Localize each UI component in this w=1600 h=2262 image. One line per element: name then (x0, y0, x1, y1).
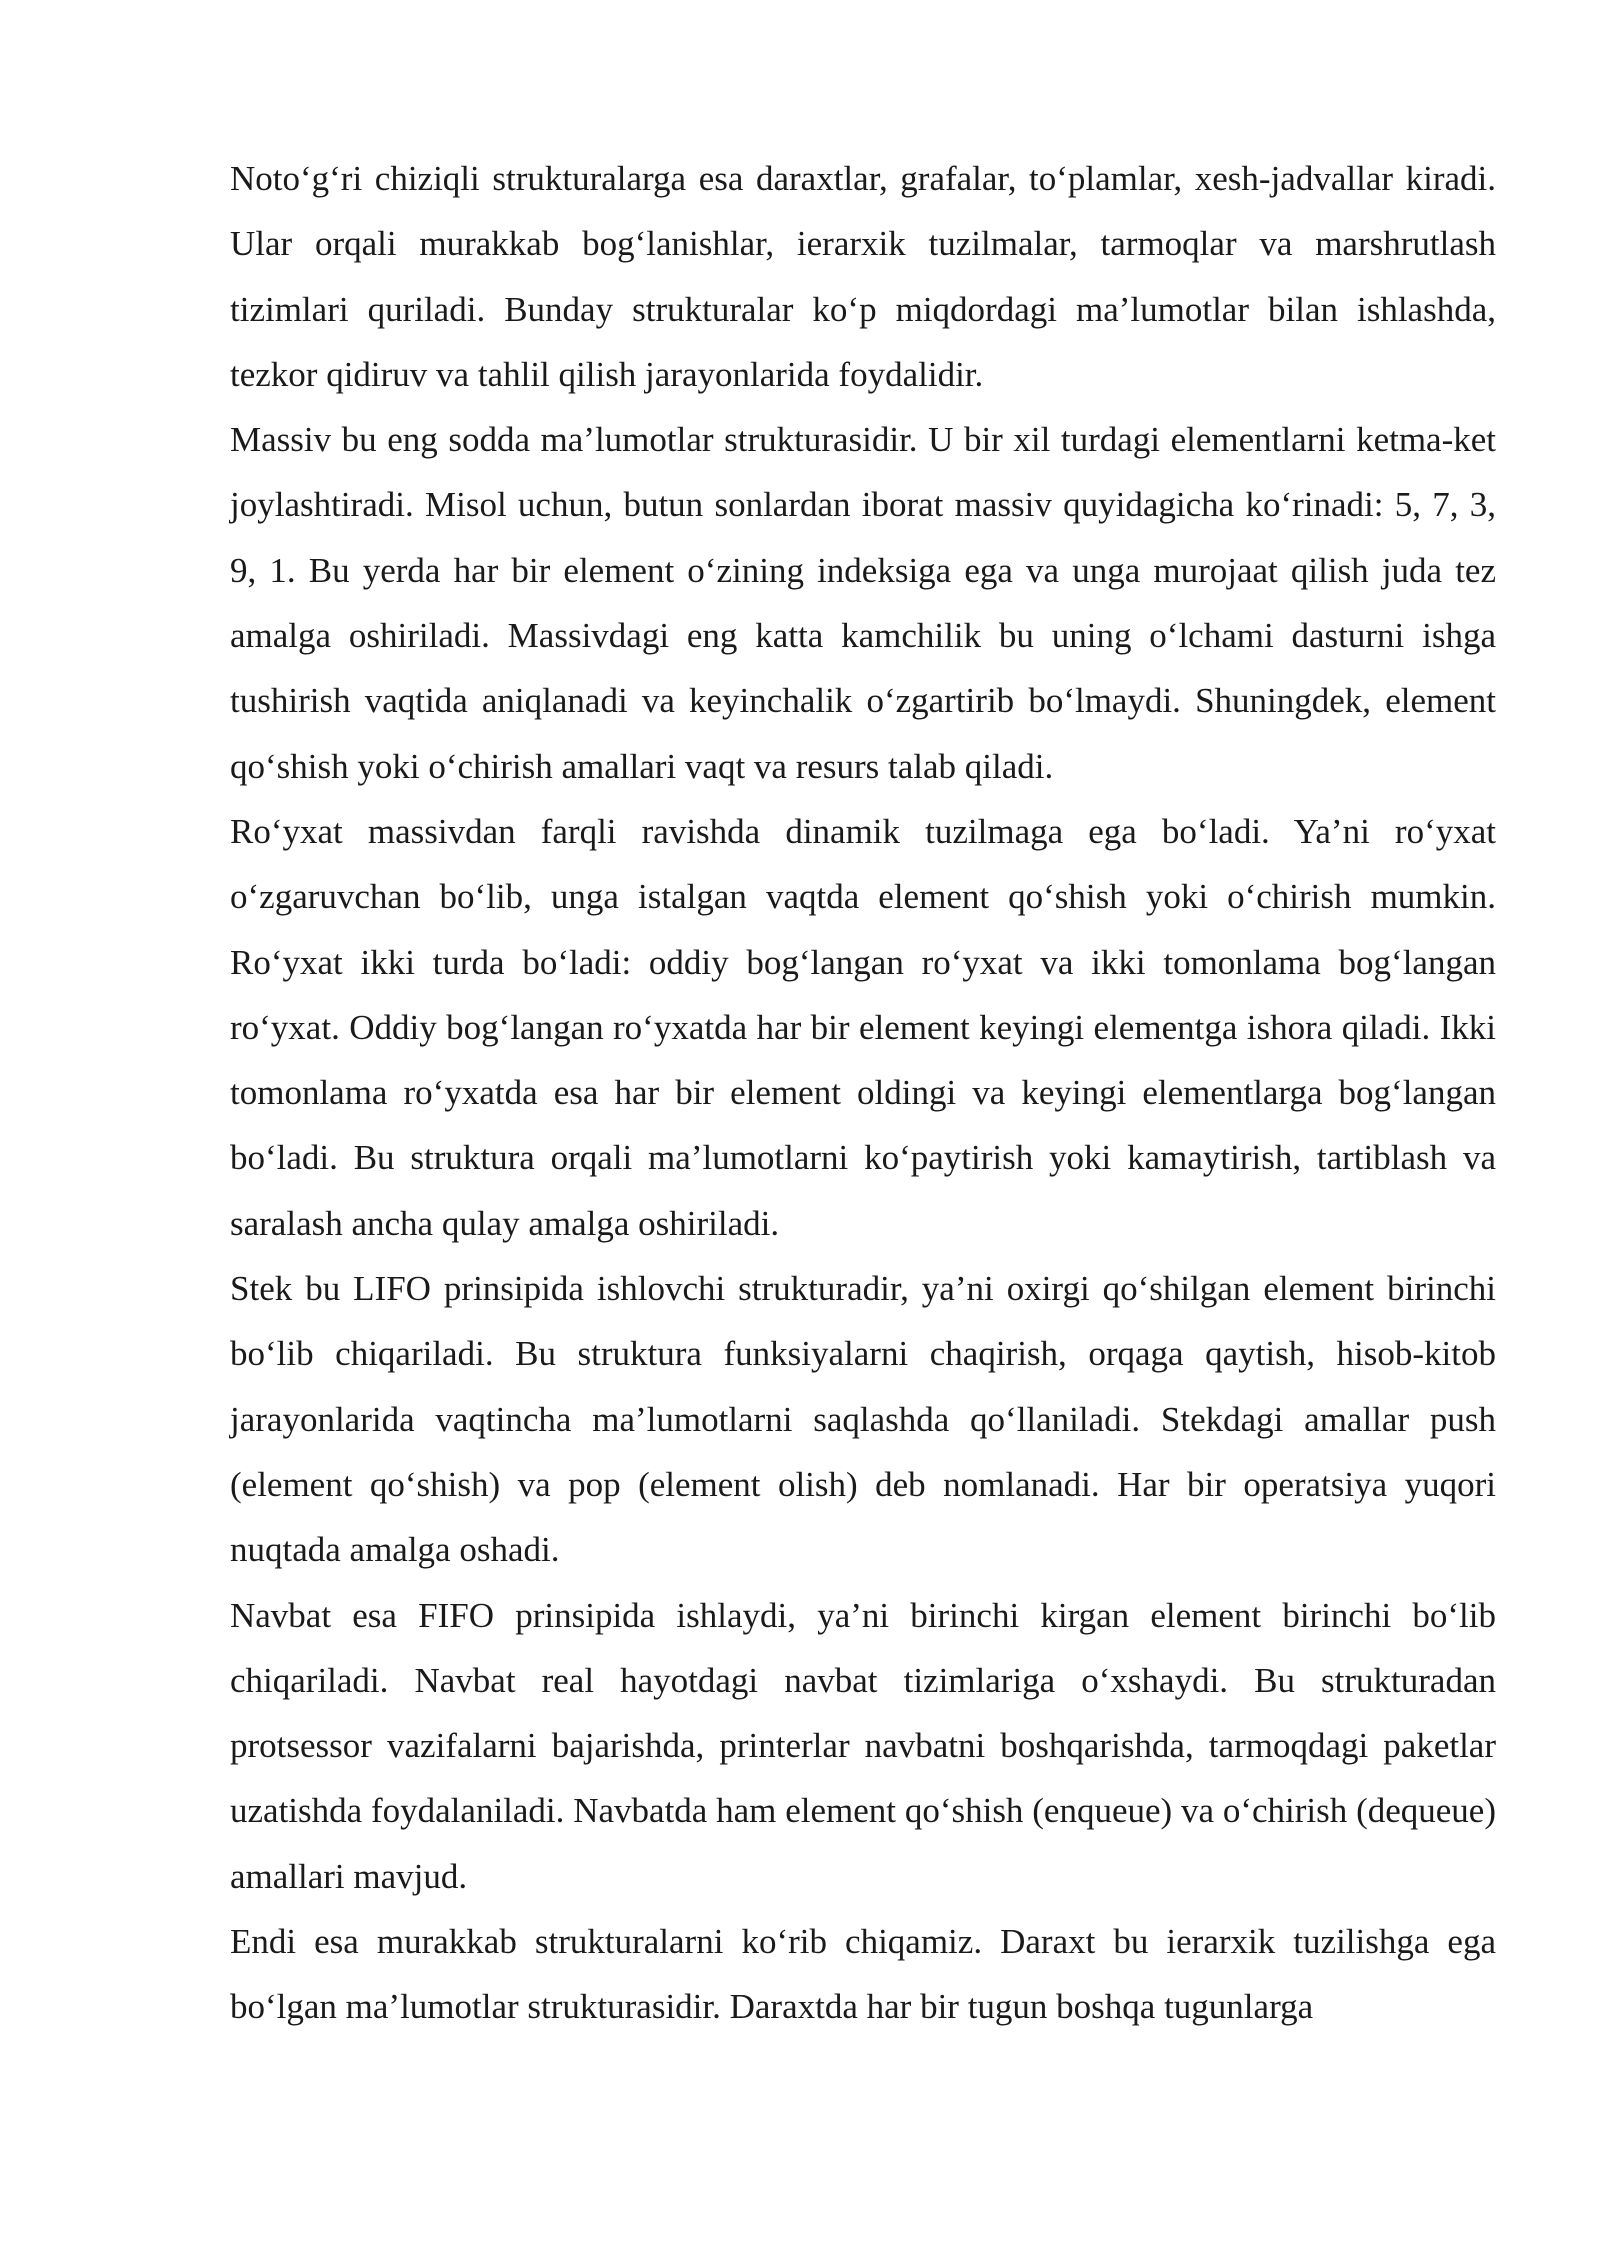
paragraph-stack: Stek bu LIFO prinsipida ishlovchi strukturadir, ya’ni oxirgi qo‘shilgan element birinchi bo‘lib chiqariladi. Bu struktura funksiyalarni chaqirish, orqaga qaytish, hisob-kitob jarayonlarida vaqtincha ma’lumotlarni saqlashda qo‘llaniladi. Stekdagi amallar push (element qo‘shish) va pop (element olish) deb nomlanadi. Har bir operatsiya yuqori nuqtada amalga oshadi. (230, 1269, 1496, 1570)
paragraph-array: Massiv bu eng sodda ma’lumotlar strukturasidir. U bir xil turdagi elementlarni ketma-ket joylashtiradi. Misol uchun, butun sonlardan iborat massiv quyidagicha ko‘rinadi: 5, 7, 3, 9, 1. Bu yerda har bir element o‘zining indeksiga ega va unga murojaat qilish juda tez amalga oshiriladi. Massivdagi eng katta kamchilik bu uning o‘lchami dasturni ishga tushirish vaqtida aniqlanadi va keyinchalik o‘zgartirib bo‘lmaydi. Shuningdek, element qo‘shish yoki o‘chirish amallari vaqt va resurs talab qiladi. (230, 420, 1496, 786)
paragraph-list: Ro‘yxat massivdan farqli ravishda dinamik tuzilmaga ega bo‘ladi. Ya’ni ro‘yxat o‘zgaruvchan bo‘lib, unga istalgan vaqtda element qo‘shish yoki o‘chirish mumkin. Ro‘yxat ikki turda bo‘ladi: oddiy bog‘langan ro‘yxat va ikki tomonlama bog‘langan ro‘yxat. Oddiy bog‘langan ro‘yxatda har bir element keyingi elementga ishora qiladi. Ikki tomonlama ro‘yxatda esa har bir element oldingi va keyingi elementlarga bog‘langan bo‘ladi. Bu struktura orqali ma’lumotlarni ko‘paytirish yoki kamaytirish, tartiblash va saralash ancha qulay amalga oshiriladi. (230, 811, 1496, 1243)
body-text (230, 146, 1496, 2040)
paragraph-non-linear-structures: Noto‘g‘ri chiziqli strukturalarga esa daraxtlar, grafalar, to‘plamlar, xesh-jadvallar kiradi. Ular orqali murakkab bog‘lanishlar, ierarxik tuzilmalar, tarmoqlar va marshrutlash tizimlari quriladi. Bunday strukturalar ko‘p miqdordagi ma’lumotlar bilan ishlashda, tezkor qidiruv va tahlil qilish jarayonlarida foydalidir. (230, 159, 1496, 394)
paragraph-tree: Endi esa murakkab strukturalarni ko‘rib chiqamiz. Daraxt bu ierarxik tuzilishga ega bo‘lgan ma’lumotlar strukturasidir. Daraxtda har bir tugun boshqa tugunlarga (230, 1922, 1496, 2027)
paragraph-queue: Navbat esa FIFO prinsipida ishlaydi, ya’ni birinchi kirgan element birinchi bo‘lib chiqariladi. Navbat real hayotdagi navbat tizimlariga o‘xshaydi. Bu strukturadan protsessor vazifalarni bajarishda, printerlar navbatni boshqarishda, tarmoqdagi paketlar uzatishda foydalaniladi. Navbatda ham element qo‘shish (enqueue) va o‘chirish (dequeue) amallari mavjud. (230, 1595, 1496, 1896)
